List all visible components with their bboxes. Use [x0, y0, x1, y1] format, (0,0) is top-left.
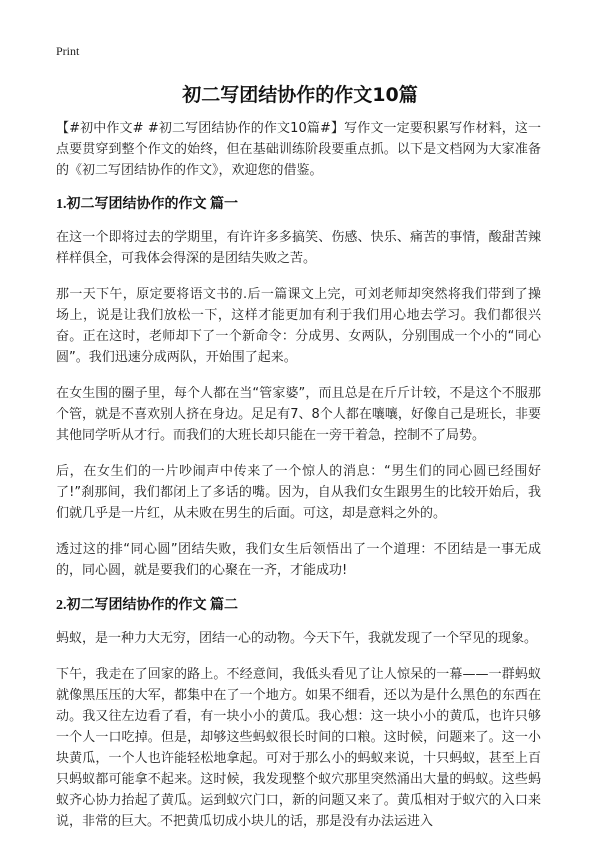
- paragraph: 下午，我走在了回家的路上。不经意间，我低头看见了让人惊呆的一幕——一群蚂蚁就像黑压压的大军，都集中在了一个地方。如果不细看，还以为是什么黑色的东西在动。我又往左边看了看，有一块小小的黄瓜。我心想：这一块小小的黄瓜，也许只够一个人一口吃掉。但是，却够这些蚂蚁很长时间的口粮。这时候，问题来了。这一小块黄瓜，一个人也许能轻松地拿起。可对于那么小的蚂蚁来说，十只蚂蚁，甚至上百只蚂蚁都可能拿不起来。这时候，我发现整个蚁穴那里突然涌出大量的蚂蚁。这些蚂蚁齐心协力抬起了黄瓜。运到蚁穴门口，新的问题又来了。黄瓜相对于蚁穴的入口来说，非常的巨大。不把黄瓜切成小块儿的话，那是没有办法运进入: [56, 667, 541, 829]
- paragraph: 在女生围的圈子里，每个人都在当“管家婆”，而且总是在斤斤计较，不是这个不服那个管，就是不喜欢别人挤在身边。足足有7、8个人都在嚷嚷，好像自己是班长，非要其他同学听从才行。而我们的大班长却只能在一旁干着急，控制不了局势。: [56, 386, 541, 443]
- paragraph: 那一天下午，原定要将语文书的.后一篇课文上完，可刘老师却突然将我们带到了操场上，说是让我们放松一下，这样才能更加有利于我们用心地去学习。我们都很兴奋。正在这时，老师却下了一个新命令：分成男、女两队，分别围成一个小的“同心圆”。我们迅速分成两队，开始围了起来。: [56, 287, 541, 365]
- paragraph: 后，在女生们的一片吵闹声中传来了一个惊人的消息：“男生们的同心圆已经围好了!”刹那间，我们都闭上了多话的嘴。因为，自从我们女生跟男生的比较开始后，我们就几乎是一片红，从未败在男生的后面。可这，却是意料之外的。: [56, 464, 541, 521]
- intro-paragraph: 【#初中作文# #初二写团结协作的作文10篇#】写作文一定要积累写作材料，这一点要贯穿到整个作文的始终，但在基础训练阶段要重点抓。以下是文档网为大家准备的《初二写团结协作的作文》，欢迎您的借鉴。: [56, 121, 541, 178]
- page-title: 初二写团结协作的作文10篇: [182, 84, 418, 106]
- paragraph: 在这一个即将过去的学期里，有许许多多搞笑、伤感、快乐、痛苦的事情，酸甜苦辣样样俱全，可我体会得深的是团结失败之苦。: [56, 230, 541, 266]
- section-heading-1: 1.初二写团结协作的作文 篇一: [56, 197, 238, 212]
- paragraph: 透过这的排“同心圆”团结失败，我们女生后领悟出了一个道理：不团结是一事无成的，同心圆，就是要我们的心聚在一齐，才能成功!: [56, 542, 541, 578]
- paragraph: 蚂蚁，是一种力大无穷，团结一心的动物。今天下午，我就发现了一个罕见的现象。: [56, 631, 538, 646]
- print-link[interactable]: Print: [56, 44, 80, 58]
- article-body: [56, 118, 541, 847]
- section-heading-2: 2.初二写团结协作的作文 篇二: [56, 598, 238, 613]
